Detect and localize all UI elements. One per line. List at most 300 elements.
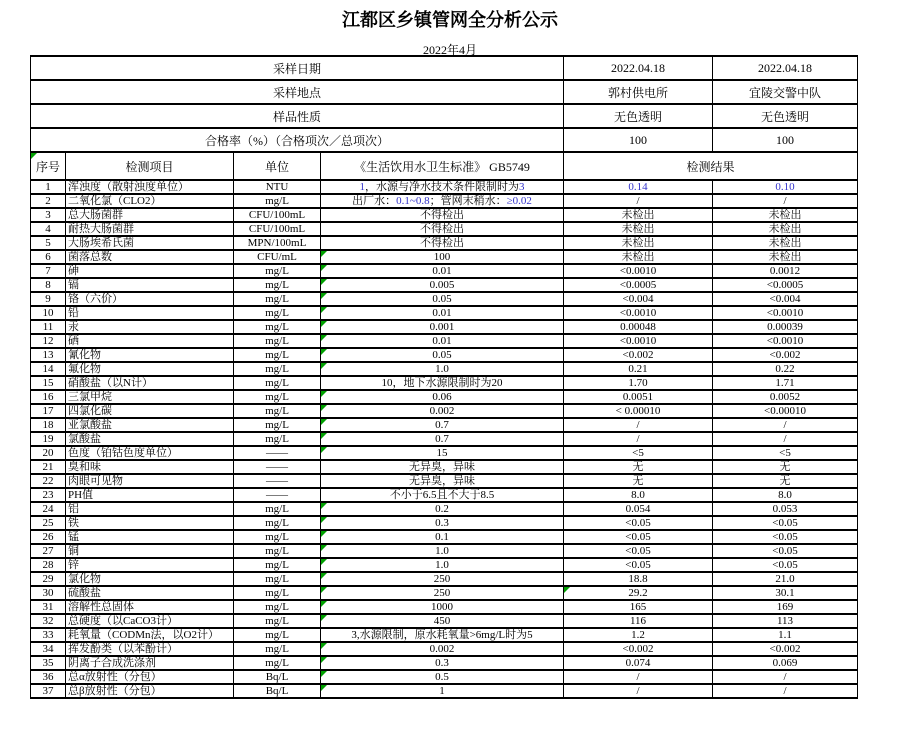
seq-cell: 28 [31, 558, 66, 572]
info-value-2: 2022.04.18 [713, 56, 858, 80]
table-row [31, 334, 858, 348]
unit-cell: Bq/L [234, 670, 321, 684]
standard-cell: 0.06 [321, 390, 564, 404]
table-row [31, 362, 858, 376]
item-cell: 亚氯酸盐 [66, 418, 234, 432]
standard-cell: 0.1 [321, 530, 564, 544]
unit-cell: mg/L [234, 516, 321, 530]
item-cell: 臭和味 [66, 460, 234, 474]
error-flag-icon [321, 391, 327, 397]
seq-cell: 4 [31, 222, 66, 236]
standard-cell: 0.01 [321, 264, 564, 278]
seq-cell: 29 [31, 572, 66, 586]
result2-cell: 169 [713, 600, 858, 614]
seq-cell: 31 [31, 600, 66, 614]
seq-cell: 30 [31, 586, 66, 600]
seq-cell: 32 [31, 614, 66, 628]
table-row [31, 278, 858, 292]
unit-cell: mg/L [234, 194, 321, 208]
table-row [31, 432, 858, 446]
result2-cell: / [713, 432, 858, 446]
item-cell: 砷 [66, 264, 234, 278]
error-flag-icon [321, 279, 327, 285]
item-cell: 总大肠菌群 [66, 208, 234, 222]
result1-cell: / [564, 418, 713, 432]
item-cell: PH值 [66, 488, 234, 502]
result1-cell: 1.70 [564, 376, 713, 390]
error-flag-icon [321, 405, 327, 411]
result1-cell: / [564, 670, 713, 684]
error-flag-icon [321, 517, 327, 523]
seq-cell: 14 [31, 362, 66, 376]
seq-cell: 20 [31, 446, 66, 460]
table-row [31, 250, 858, 264]
standard-cell: 1，水源与净水技术条件限制时为3 [321, 180, 564, 194]
standard-cell: 0.002 [321, 642, 564, 656]
standard-cell: 0.5 [321, 670, 564, 684]
result-header: 检测结果 [564, 152, 858, 180]
standard-cell: 0.01 [321, 306, 564, 320]
unit-cell: mg/L [234, 586, 321, 600]
item-cell: 二氧化氯（CLO2） [66, 194, 234, 208]
table-row [31, 404, 858, 418]
result2-cell: 0.053 [713, 502, 858, 516]
result1-cell: 未检出 [564, 222, 713, 236]
info-value-2: 100 [713, 128, 858, 152]
result2-cell: / [713, 194, 858, 208]
unit-cell: mg/L [234, 502, 321, 516]
error-flag-icon [321, 671, 327, 677]
error-flag-icon [321, 657, 327, 663]
info-label: 样品性质 [31, 104, 564, 128]
info-row [31, 104, 858, 128]
result2-cell: 0.22 [713, 362, 858, 376]
seq-cell: 15 [31, 376, 66, 390]
table-row [31, 656, 858, 670]
table-row [31, 306, 858, 320]
item-cell: 阴离子合成洗涤剂 [66, 656, 234, 670]
standard-cell: 不小于6.5且不大于8.5 [321, 488, 564, 502]
result1-cell: <0.05 [564, 544, 713, 558]
standard-cell: 0.3 [321, 656, 564, 670]
table-row [31, 390, 858, 404]
table-row [31, 418, 858, 432]
info-value-2: 无色透明 [713, 104, 858, 128]
seq-cell: 24 [31, 502, 66, 516]
table-row [31, 208, 858, 222]
item-cell: 浑浊度（散射浊度单位） [66, 180, 234, 194]
unit-cell: mg/L [234, 292, 321, 306]
unit-cell: —— [234, 460, 321, 474]
result1-cell: 1.2 [564, 628, 713, 642]
result1-cell: 116 [564, 614, 713, 628]
error-flag-icon [321, 307, 327, 313]
error-flag-icon [321, 601, 327, 607]
table-row [31, 530, 858, 544]
item-cell: 菌落总数 [66, 250, 234, 264]
seq-cell: 2 [31, 194, 66, 208]
seq-cell: 1 [31, 180, 66, 194]
table-row [31, 502, 858, 516]
info-value-2: 宜陵交警中队 [713, 80, 858, 104]
result2-cell: <0.05 [713, 530, 858, 544]
error-flag-icon [321, 447, 327, 453]
info-label: 合格率（%）（合格项次／总项次） [31, 128, 564, 152]
table-row [31, 236, 858, 250]
item-cell: 耐热大肠菌群 [66, 222, 234, 236]
seq-cell: 26 [31, 530, 66, 544]
seq-cell: 8 [31, 278, 66, 292]
result2-cell: 1.71 [713, 376, 858, 390]
result1-cell: 0.054 [564, 502, 713, 516]
unit-cell: mg/L [234, 572, 321, 586]
seq-cell: 18 [31, 418, 66, 432]
column-header-row [31, 152, 858, 180]
standard-cell: 0.001 [321, 320, 564, 334]
error-flag-icon [321, 349, 327, 355]
info-value-1: 郭村供电所 [564, 80, 713, 104]
item-cell: 总α放射性（分包） [66, 670, 234, 684]
unit-cell: MPN/100mL [234, 236, 321, 250]
unit-cell: —— [234, 474, 321, 488]
unit-cell: —— [234, 488, 321, 502]
table-row [31, 642, 858, 656]
result2-cell: <0.0010 [713, 334, 858, 348]
result2-cell: 0.069 [713, 656, 858, 670]
seq-cell: 6 [31, 250, 66, 264]
result1-cell: 未检出 [564, 250, 713, 264]
seq-cell: 11 [31, 320, 66, 334]
standard-cell: 0.3 [321, 516, 564, 530]
standard-cell: 0.05 [321, 292, 564, 306]
error-flag-icon [321, 363, 327, 369]
item-cell: 锰 [66, 530, 234, 544]
item-cell: 硫酸盐 [66, 586, 234, 600]
item-cell: 总β放射性（分包） [66, 684, 234, 698]
table-row [31, 446, 858, 460]
error-flag-icon [321, 643, 327, 649]
standard-header: 《生活饮用水卫生标准》 GB5749 [321, 152, 564, 180]
result2-cell: 未检出 [713, 236, 858, 250]
result2-cell: / [713, 670, 858, 684]
info-row [31, 128, 858, 152]
standard-cell: 出厂水：0.1~0.8；管网末稍水：≥0.02 [321, 194, 564, 208]
table-row [31, 194, 858, 208]
error-flag-icon [321, 433, 327, 439]
unit-cell: mg/L [234, 614, 321, 628]
standard-cell: 无异臭，异味 [321, 460, 564, 474]
unit-cell: mg/L [234, 404, 321, 418]
seq-cell: 5 [31, 236, 66, 250]
result2-cell: 0.0012 [713, 264, 858, 278]
error-flag-icon [321, 335, 327, 341]
result1-cell: <0.05 [564, 558, 713, 572]
result1-cell: 0.00048 [564, 320, 713, 334]
standard-cell: 0.05 [321, 348, 564, 362]
error-flag-icon [564, 587, 570, 593]
info-label: 采样地点 [31, 80, 564, 104]
item-header: 检测项目 [66, 152, 234, 180]
result2-cell: <0.00010 [713, 404, 858, 418]
standard-cell: 250 [321, 572, 564, 586]
seq-cell: 19 [31, 432, 66, 446]
table-row [31, 670, 858, 684]
info-value-1: 2022.04.18 [564, 56, 713, 80]
item-cell: 耗氧量（CODMn法，以O2计） [66, 628, 234, 642]
item-cell: 溶解性总固体 [66, 600, 234, 614]
result2-cell: / [713, 684, 858, 698]
standard-cell: 0.2 [321, 502, 564, 516]
seq-cell: 35 [31, 656, 66, 670]
error-flag-icon [321, 293, 327, 299]
info-label: 采样日期 [31, 56, 564, 80]
seq-cell: 37 [31, 684, 66, 698]
table-row [31, 488, 858, 502]
error-flag-icon [321, 419, 327, 425]
table-row [31, 516, 858, 530]
item-cell: 总硬度（以CaCO3计） [66, 614, 234, 628]
standard-cell: 1.0 [321, 362, 564, 376]
item-cell: 铜 [66, 544, 234, 558]
table-row [31, 628, 858, 642]
standard-cell: 1 [321, 684, 564, 698]
item-cell: 氟化物 [66, 362, 234, 376]
standard-cell: 3,水源限制，原水耗氧量>6mg/L时为5 [321, 628, 564, 642]
item-cell: 锌 [66, 558, 234, 572]
result2-cell: <0.002 [713, 642, 858, 656]
page-title: 江都区乡镇管网全分析公示 [342, 10, 558, 30]
result1-cell: 0.074 [564, 656, 713, 670]
seq-cell: 22 [31, 474, 66, 488]
result1-cell: 29.2 [564, 586, 713, 600]
result1-cell: 无 [564, 460, 713, 474]
item-cell: 铬（六价） [66, 292, 234, 306]
result2-cell: 1.1 [713, 628, 858, 642]
unit-header: 单位 [234, 152, 321, 180]
item-cell: 硝酸盐（以N计） [66, 376, 234, 390]
result1-cell: <0.0010 [564, 334, 713, 348]
result1-cell: 18.8 [564, 572, 713, 586]
standard-cell: 1.0 [321, 544, 564, 558]
seq-cell: 9 [31, 292, 66, 306]
standard-cell: 0.7 [321, 418, 564, 432]
error-flag-icon [321, 559, 327, 565]
error-flag-icon [321, 615, 327, 621]
table-row [31, 614, 858, 628]
result1-cell: 无 [564, 474, 713, 488]
unit-cell: mg/L [234, 600, 321, 614]
error-flag-icon [321, 685, 327, 691]
result1-cell: 165 [564, 600, 713, 614]
seq-cell: 17 [31, 404, 66, 418]
error-flag-icon [321, 251, 327, 257]
result2-cell: 无 [713, 460, 858, 474]
item-cell: 氯化物 [66, 572, 234, 586]
seq-cell: 36 [31, 670, 66, 684]
seq-cell: 3 [31, 208, 66, 222]
result1-cell: <0.0010 [564, 264, 713, 278]
result1-cell: <0.004 [564, 292, 713, 306]
seq-cell: 21 [31, 460, 66, 474]
item-cell: 肉眼可见物 [66, 474, 234, 488]
standard-cell: 1.0 [321, 558, 564, 572]
table-row [31, 222, 858, 236]
seq-cell: 34 [31, 642, 66, 656]
table-row [31, 460, 858, 474]
unit-cell: mg/L [234, 432, 321, 446]
unit-cell: mg/L [234, 376, 321, 390]
result2-cell: 未检出 [713, 208, 858, 222]
error-flag-icon [31, 153, 37, 159]
unit-cell: mg/L [234, 278, 321, 292]
result1-cell: < 0.00010 [564, 404, 713, 418]
table-row [31, 684, 858, 698]
unit-cell: mg/L [234, 264, 321, 278]
table-row [31, 586, 858, 600]
error-flag-icon [321, 587, 327, 593]
unit-cell: mg/L [234, 418, 321, 432]
unit-cell: —— [234, 446, 321, 460]
item-cell: 四氯化碳 [66, 404, 234, 418]
unit-cell: mg/L [234, 544, 321, 558]
standard-cell: 10，地下水源限制时为20 [321, 376, 564, 390]
unit-cell: mg/L [234, 558, 321, 572]
result2-cell: 21.0 [713, 572, 858, 586]
standard-cell: 不得检出 [321, 208, 564, 222]
info-row [31, 80, 858, 104]
table-row [31, 558, 858, 572]
unit-cell: CFU/100mL [234, 222, 321, 236]
result1-cell: / [564, 432, 713, 446]
item-cell: 氯酸盐 [66, 432, 234, 446]
table-row [31, 292, 858, 306]
standard-cell: 15 [321, 446, 564, 460]
unit-cell: CFU/100mL [234, 208, 321, 222]
error-flag-icon [321, 531, 327, 537]
unit-cell: mg/L [234, 530, 321, 544]
unit-cell: mg/L [234, 306, 321, 320]
seq-cell: 25 [31, 516, 66, 530]
seq-cell: 7 [31, 264, 66, 278]
standard-cell: 250 [321, 586, 564, 600]
analysis-table [30, 55, 858, 699]
error-flag-icon [321, 545, 327, 551]
table-row [31, 264, 858, 278]
item-cell: 挥发酚类（以苯酚计） [66, 642, 234, 656]
standard-cell: 0.01 [321, 334, 564, 348]
unit-cell: mg/L [234, 656, 321, 670]
standard-cell: 100 [321, 250, 564, 264]
result1-cell: 0.21 [564, 362, 713, 376]
info-value-1: 100 [564, 128, 713, 152]
item-cell: 色度（铂钴色度单位） [66, 446, 234, 460]
table-row [31, 572, 858, 586]
result1-cell: 0.0051 [564, 390, 713, 404]
result2-cell: <0.05 [713, 544, 858, 558]
unit-cell: mg/L [234, 348, 321, 362]
error-flag-icon [321, 321, 327, 327]
result2-cell: 无 [713, 474, 858, 488]
result2-cell: <0.002 [713, 348, 858, 362]
item-cell: 铁 [66, 516, 234, 530]
result2-cell: 0.10 [713, 180, 858, 194]
result2-cell: <0.0010 [713, 306, 858, 320]
seq-cell: 10 [31, 306, 66, 320]
result1-cell: 8.0 [564, 488, 713, 502]
unit-cell: NTU [234, 180, 321, 194]
standard-cell: 450 [321, 614, 564, 628]
standard-cell: 0.7 [321, 432, 564, 446]
result1-cell: <0.002 [564, 642, 713, 656]
item-cell: 镉 [66, 278, 234, 292]
standard-cell: 不得检出 [321, 222, 564, 236]
error-flag-icon [321, 573, 327, 579]
table-row [31, 180, 858, 194]
result1-cell: 未检出 [564, 236, 713, 250]
result2-cell: <0.05 [713, 558, 858, 572]
result1-cell: <0.0010 [564, 306, 713, 320]
error-flag-icon [321, 265, 327, 271]
item-cell: 大肠埃希氏菌 [66, 236, 234, 250]
standard-cell: 不得检出 [321, 236, 564, 250]
result1-cell: 0.14 [564, 180, 713, 194]
unit-cell: CFU/mL [234, 250, 321, 264]
table-row [31, 474, 858, 488]
table-row [31, 600, 858, 614]
result1-cell: <0.05 [564, 516, 713, 530]
result2-cell: <5 [713, 446, 858, 460]
result2-cell: 113 [713, 614, 858, 628]
item-cell: 汞 [66, 320, 234, 334]
info-value-1: 无色透明 [564, 104, 713, 128]
unit-cell: Bq/L [234, 684, 321, 698]
table-row [31, 376, 858, 390]
result2-cell: 0.00039 [713, 320, 858, 334]
error-flag-icon [321, 503, 327, 509]
unit-cell: mg/L [234, 334, 321, 348]
info-row [31, 56, 858, 80]
table-row [31, 348, 858, 362]
table-row [31, 544, 858, 558]
unit-cell: mg/L [234, 362, 321, 376]
unit-cell: mg/L [234, 628, 321, 642]
item-cell: 氰化物 [66, 348, 234, 362]
seq-cell: 23 [31, 488, 66, 502]
report-month: 2022年4月 [422, 43, 477, 57]
result1-cell: / [564, 194, 713, 208]
result1-cell: <0.0005 [564, 278, 713, 292]
unit-cell: mg/L [234, 390, 321, 404]
standard-cell: 0.005 [321, 278, 564, 292]
unit-cell: mg/L [234, 320, 321, 334]
result1-cell: / [564, 684, 713, 698]
result2-cell: <0.004 [713, 292, 858, 306]
result2-cell: 未检出 [713, 250, 858, 264]
result2-cell: 0.0052 [713, 390, 858, 404]
result2-cell: 30.1 [713, 586, 858, 600]
item-cell: 三氯甲烷 [66, 390, 234, 404]
standard-cell: 0.002 [321, 404, 564, 418]
standard-cell: 1000 [321, 600, 564, 614]
result1-cell: 未检出 [564, 208, 713, 222]
unit-cell: mg/L [234, 642, 321, 656]
item-cell: 硒 [66, 334, 234, 348]
table-row [31, 320, 858, 334]
result1-cell: <0.05 [564, 530, 713, 544]
item-cell: 铝 [66, 502, 234, 516]
result2-cell: 未检出 [713, 222, 858, 236]
result2-cell: / [713, 418, 858, 432]
